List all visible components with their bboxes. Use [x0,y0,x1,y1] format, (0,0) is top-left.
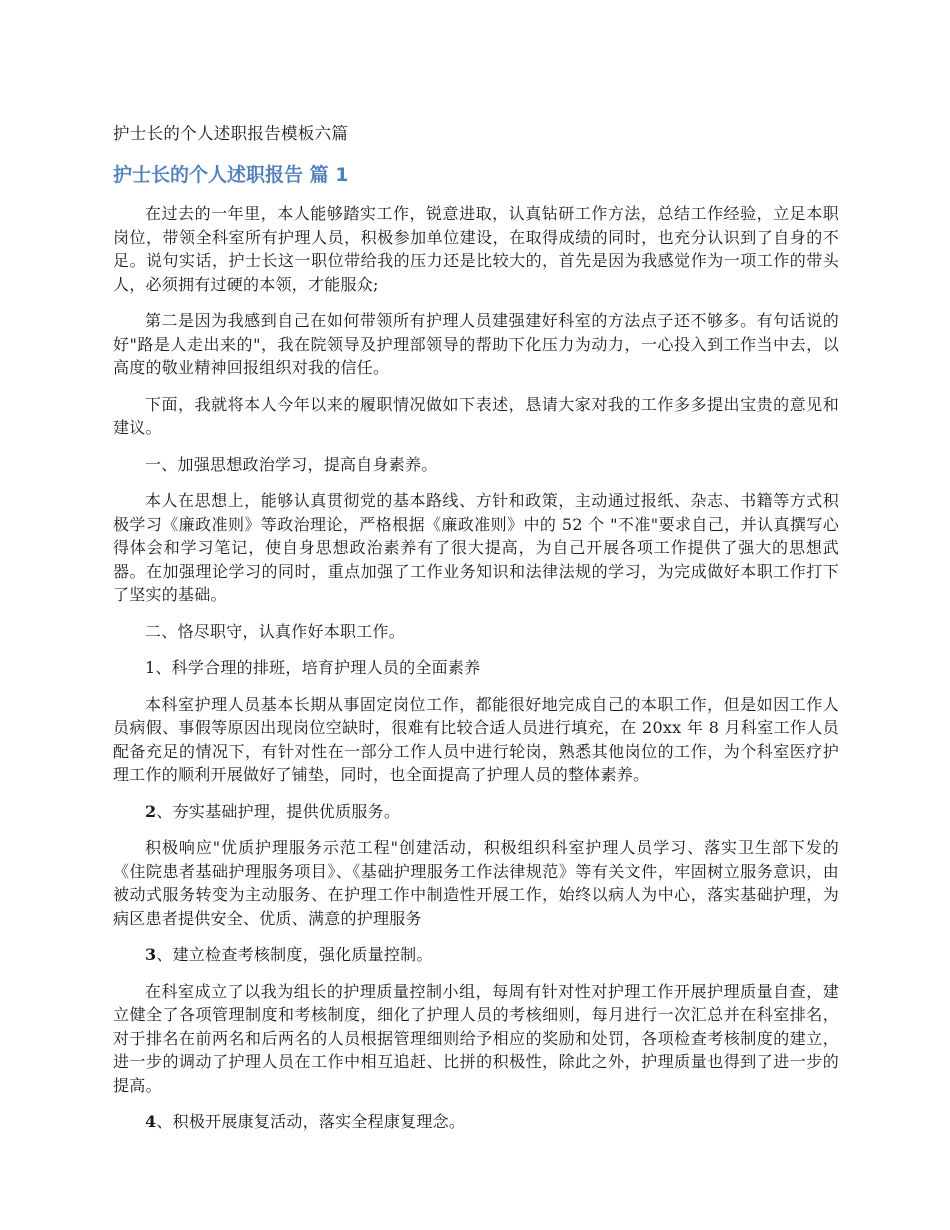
document-title: 护士长的个人述职报告模板六篇 [113,124,349,143]
item-two [113,800,839,824]
subheading-one: 一、加强思想政治学习，提高自身素养。 [145,454,438,474]
paragraph-overview: 下面，我就将本人今年以来的履职情况做如下表述，恳请大家对我的工作多多提出宝贵的意见和建议。 [113,394,839,437]
item-one: 1、科学合理的排班，培育护理人员的全面素养 [145,658,481,677]
item-two-number: 2 [145,801,157,821]
document-page [113,122,839,1147]
paragraph-political-study: 本人在思想上，能够认真贯彻党的基本路线、方针和政策，主动通过报纸、杂志、书籍等方式积极学习《廉政准则》等政治理论，严格根据《廉政准则》中的 52 个 "不准"要求自己，并认真撰写心得体会和学习笔记，使自身思想政治素养有了很大提高，为自己开展各项工作提供了强大的思想武器。在加强理论学习的同时，重点加强了工作业务知识和法律法规的学习，为完成做好本职工作打下了坚实的基础。 [113,491,839,604]
paragraph-second-reason: 第二是因为我感到自己在如何带领所有护理人员建强建好科室的方法点子还不够多。有句话说的好"路是人走出来的"，我在院领导及护理部领导的帮助下化压力为动力，一心投入到工作当中去，以高度的敬业精神回报组织对我的信任。 [113,311,839,377]
paragraph-quality-control: 在科室成立了以我为组长的护理质量控制小组，每周有针对性对护理工作开展护理质量自查，建立健全了各项管理制度和考核制度，细化了护理人员的考核细则，每月进行一次汇总并在科室排名，对于排名在前两名和后两名的人员根据管理细则给予相应的奖励和处罚，各项检查考核制度的建立，进一步的调动了护理人员在工作中相互追赶、比拼的积极性，除此之外，护理质量也得到了进一步的提高。 [113,981,839,1095]
item-two-text: 、夯实基础护理，提供优质服务。 [156,801,401,821]
item-four [113,1110,839,1134]
paragraph-scheduling: 本科室护理人员基本长期从事固定岗位工作，都能很好地完成自己的本职工作，但是如因工作人员病假、事假等原因出现岗位空缺时，很难有比较合适人员进行填充，在 20xx 年 8 月科室工作人员配备充足的情况下，有针对性在一部分工作人员中进行轮岗，熟悉其他岗位的工作，为个科室医疗护理工作的顺利开展做好了铺垫，同时，也全面提高了护理人员的整体素养。 [113,694,839,784]
item-three-number: 3 [145,945,157,964]
item-three [113,943,839,967]
item-four-text: 、积极开展康复活动，落实全程康复理念。 [156,1112,466,1131]
subheading-two: 二、恪尽职守，认真作好本职工作。 [145,621,406,641]
section-heading: 护士长的个人述职报告 篇 1 [113,164,349,186]
paragraph-basic-care: 积极响应"优质护理服务示范工程"创建活动，积极组织科室护理人员学习、落实卫生部下发的《住院患者基础护理服务项目》、《基础护理服务工作法律规范》等有关文件，牢固树立服务意识，由被动式服务转变为主动服务、在护理工作中制造性开展工作，始终以病人为中心，落实基础护理，为病区患者提供安全、优质、满意的护理服务 [113,838,839,928]
item-four-number: 4 [145,1112,157,1131]
item-three-text: 、建立检查考核制度，强化质量控制。 [156,945,433,964]
paragraph-intro: 在过去的一年里，本人能够踏实工作，锐意进取，认真钻研工作方法，总结工作经验，立足本职岗位，带领全科室所有护理人员，积极参加单位建设，在取得成绩的同时，也充分认识到了自身的不足。说句实话，护士长这一职位带给我的压力还是比较大的，首先是因为我感觉作为一项工作的带头人，必须拥有过硬的本领，才能服众; [113,204,839,294]
